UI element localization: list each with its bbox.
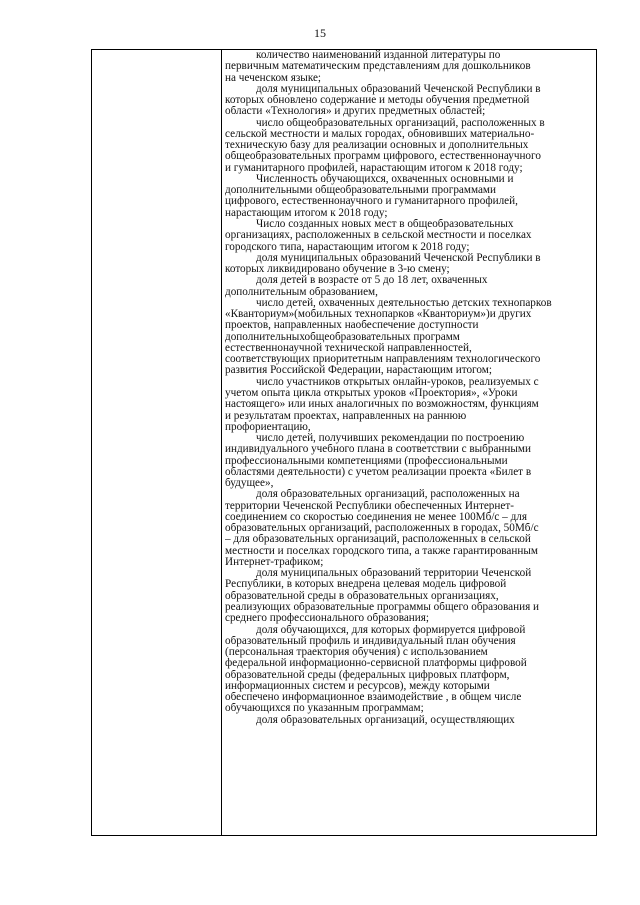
text-line: образовательной среды в образовательных организациях, (225, 590, 499, 602)
text-line: организациях, расположенных в сельской местности и поселках (225, 230, 532, 242)
text-line: дополнительными общеобразовательными программами (225, 185, 496, 197)
text-line: и результатам проектах, направленных на раннюю (225, 410, 467, 422)
empty-left-cell (92, 50, 221, 835)
text-line: федеральной информационно-сервисной платформы цифровой (225, 658, 527, 670)
text-line: доля муниципальных образований Чеченской Республики в (256, 83, 541, 95)
text-line: доля обучающихся, для которых формируется цифровой (256, 624, 526, 636)
text-line: реализующих образовательные программы общего образования и (225, 602, 540, 614)
text-line: которых ликвидировано обучение в 3-ю смену; (225, 264, 450, 276)
text-line: будущее», (225, 478, 274, 490)
text-line: на чеченском языке; (225, 72, 322, 84)
text-line: профессиональными компетенциями (профессиональными (225, 455, 508, 467)
text-line: дополнительныхобщеобразовательных программ (225, 331, 460, 343)
text-line: среднего профессионального образования; (225, 613, 430, 625)
text-line: Численность обучающихся, охваченных основными и (256, 173, 514, 185)
indicator-table (91, 49, 597, 836)
text-line: доля муниципальных образований территории Чеченской (256, 568, 532, 580)
text-line: число общеобразовательных организаций, расположенных в (256, 117, 545, 129)
text-line: число детей, получивших рекомендации по построению (256, 433, 525, 445)
text-line: территории Чеченской Республики обеспеченных Интернет- (225, 500, 514, 512)
text-line: – для образовательных организаций, расположенных в сельской (225, 534, 531, 546)
text-line: соответствующих приоритетным направлениям технологического (225, 354, 541, 366)
text-line: соединением со скоростью соединения не менее 100Мб/с – для (225, 511, 527, 523)
text-line: доля муниципальных образований Чеченской Республики в (256, 252, 541, 264)
text-line: техническую базу для реализации основных и дополнительных (225, 140, 529, 152)
text-line: цифрового, естественнонаучного и гуманитарного профилей, (225, 196, 518, 208)
text-line: доля образовательных организаций, осуществляющих (256, 714, 515, 726)
text-line: общеобразовательных программ цифрового, естественнонаучного (225, 151, 541, 163)
text-line: настоящего» или иных аналогичных по возможностям, функциям (225, 399, 539, 411)
text-line: число участников открытых онлайн-уроков, реализуемых с (256, 376, 539, 388)
text-line: (персональная траектория обучения) с использованием (225, 647, 488, 659)
text-line: развития Российской Федерации, нарастающим итогом; (225, 365, 492, 377)
text-line: первичным математическим представлениям для дошкольников (225, 61, 531, 73)
text-line: которых обновлено содержание и методы обучения предметной (225, 95, 530, 107)
page-number: 15 (314, 26, 326, 40)
text-line: образовательный профиль и индивидуальный план обучения (225, 635, 516, 647)
text-line: учетом опыта цикла открытых уроков «Проектория», «Уроки (225, 387, 518, 399)
text-line: дополнительным образованием, (225, 286, 378, 298)
text-line: обучающихся по указанным программам; (225, 703, 424, 715)
text-line: областями деятельности) с учетом реализации проекта «Билет в (225, 466, 532, 478)
indicator-text-cell (225, 50, 593, 835)
text-line: профориентацию, (225, 421, 311, 433)
text-line: Интернет-трафиком; (225, 556, 324, 568)
text-line: Республики, в которых внедрена целевая модель цифровой (225, 579, 507, 591)
text-line: количество наименований изданной литературы по (256, 50, 501, 61)
text-line: городского типа, нарастающим итогом к 2018 году; (225, 241, 470, 253)
text-line: индивидуального учебного плана в соответствии с выбранными (225, 444, 531, 456)
text-line: «Кванториум»(мобильных технопарков «Кванториум»)и других (225, 309, 532, 321)
text-line: местности и поселках городского типа, а также гарантированным (225, 545, 538, 557)
text-line: проектов, направленных наобеспечение доступности (225, 320, 479, 332)
text-line: нарастающим итогом к 2018 году; (225, 207, 388, 219)
text-line: обеспечено информационное взаимодействие , в общем числе (225, 692, 522, 704)
text-line: образовательных организаций, расположенных в городах, 50Мб/с (225, 523, 539, 535)
text-line: и гуманитарного профилей, нарастающим итогом к 2018 году; (225, 162, 523, 174)
column-divider (221, 50, 222, 835)
text-line: области «Технология» и других предметных областей; (225, 106, 486, 118)
text-line: число детей, охваченных деятельностью детских технопарков (256, 297, 552, 309)
text-line: сельской местности и малых городах, обновивших материально- (225, 128, 535, 140)
text-line: доля детей в возрасте от 5 до 18 лет, охваченных (256, 275, 488, 287)
text-line: Число созданных новых мест в общеобразовательных (256, 218, 514, 230)
text-line: информационных систем и ресурсов), между которыми (225, 680, 490, 692)
text-line: доля образовательных организаций, расположенных на (256, 489, 520, 501)
text-line: образовательной среды (федеральных цифровых платформ, (225, 669, 510, 681)
text-line: естественнонаучной технической направленностей, (225, 342, 472, 354)
